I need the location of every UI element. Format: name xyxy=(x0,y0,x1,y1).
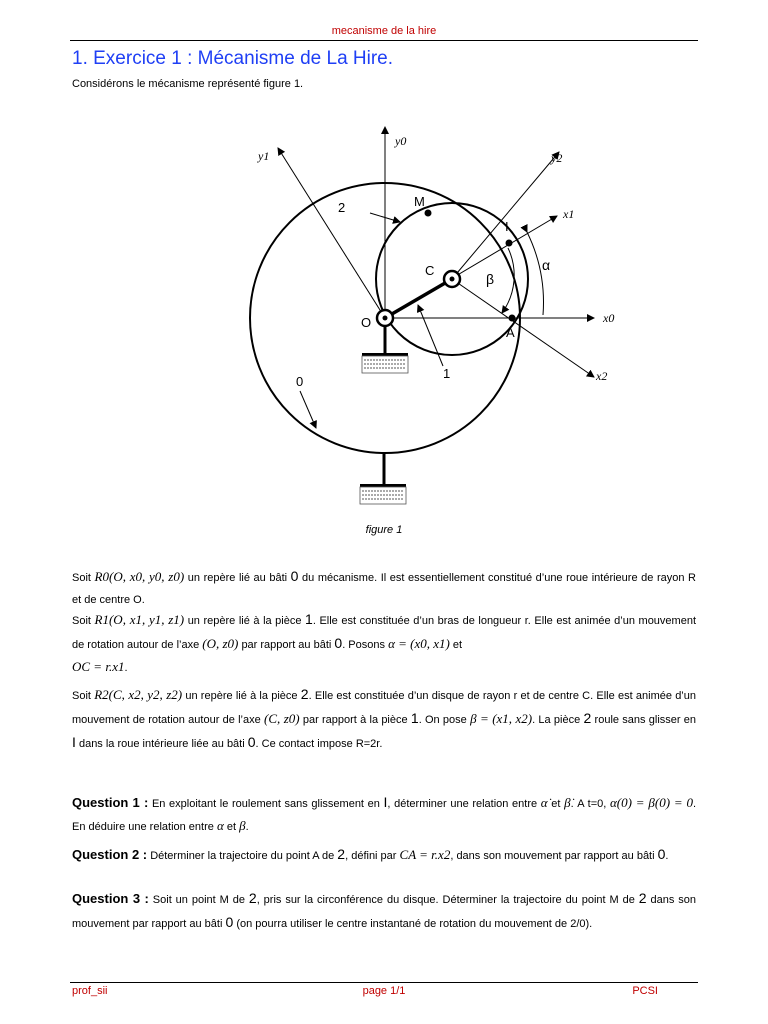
header-rule xyxy=(70,40,698,41)
arm-oc xyxy=(385,279,452,318)
paragraph-r1: Soit R1(O, x1, y1, z1) un repère lié à la pièce 1. Elle est constituée d’un bras de longueur r. Elle est animée d’un mouvement de rotation autour de l’axe (O, z0) par rapport au bâti 0. Posons α = (x0, x1) et OC = r.x1. xyxy=(72,611,696,674)
y1-axis xyxy=(278,148,385,318)
point-m xyxy=(425,210,432,217)
alpha-arc xyxy=(527,232,543,315)
label-y0: y0 xyxy=(395,134,407,148)
label-x2: x2 xyxy=(596,369,608,383)
label-alpha: α xyxy=(542,257,551,273)
ground-o-line xyxy=(362,353,408,356)
x2-axis xyxy=(452,279,594,377)
mechanism-figure xyxy=(0,110,768,520)
label-y2: y2 xyxy=(551,151,563,165)
paragraph-r2: Soit R2(C, x2, y2, z2) un repère lié à la pièce 2. Elle est constituée d’un disque de rayon r et de centre C. Elle est animée d’un mouvement de rotation autour de l’axe (C, z0) par rapport à la pièce 1. On pose β = (x1, x2). La pièce 2 roule sans glisser en I dans la roue intérieure liée au bâti 0. Ce contact impose R=2r. xyxy=(72,686,697,750)
label-o: O xyxy=(361,315,372,330)
exercise-heading: 1. Exercice 1 : Mécanisme de La Hire. xyxy=(72,48,394,69)
label-a: A xyxy=(506,325,515,340)
paragraph-r0: Soit R0(O, x0, y0, z0) un repère lié au bâti 0 du mécanisme. Il est essentiellement constitué d’une roue intérieure de rayon R et de centre O. xyxy=(72,568,696,606)
footer-left: prof_sii xyxy=(72,985,108,997)
label-piece-2: 2 xyxy=(338,200,346,215)
question-2: Question 2 : Déterminer la trajectoire du point A de 2, défini par CA = r.x2, dans son mouvement par rapport au bâti 0. xyxy=(72,846,669,862)
label-i: I xyxy=(505,219,509,234)
label-piece-0: 0 xyxy=(296,374,304,389)
intro-text: Considérons le mécanisme représenté figure 1. xyxy=(72,78,304,90)
label-c: C xyxy=(425,263,435,278)
question-3: Question 3 : Soit un point M de 2, pris sur la circonférence du disque. Déterminer la trajectoire du point M de 2 dans son mouvement par rapport au bâti 0 (on pourra utiliser le centre instantané de rotation du mouvement de 2/0). xyxy=(72,890,697,930)
footer-right: PCSI xyxy=(632,985,658,997)
label-x0: x0 xyxy=(603,311,615,325)
ground-bottom-line xyxy=(360,484,406,487)
beta-arc xyxy=(502,248,514,313)
point-i xyxy=(506,240,513,247)
label-m: M xyxy=(414,194,425,209)
label-beta: β xyxy=(486,271,495,287)
label-piece-1: 1 xyxy=(443,366,451,381)
footer-rule xyxy=(70,982,698,983)
leader-1 xyxy=(418,305,443,366)
label-x1: x1 xyxy=(563,207,575,221)
footer-center: page 1/1 xyxy=(362,985,406,997)
leader-0 xyxy=(300,391,316,428)
page-header: mecanisme de la hire xyxy=(331,25,437,37)
point-a xyxy=(509,315,516,322)
question-1: Question 1 : En exploitant le roulement sans glissement en I, déterminer une relation entre α̇ et β̇. A t=0, α(0) = β(0) = 0. En déduire une relation entre α et β. xyxy=(72,794,697,833)
label-y1: y1 xyxy=(258,149,270,163)
figure-caption: figure 1 xyxy=(365,524,403,536)
